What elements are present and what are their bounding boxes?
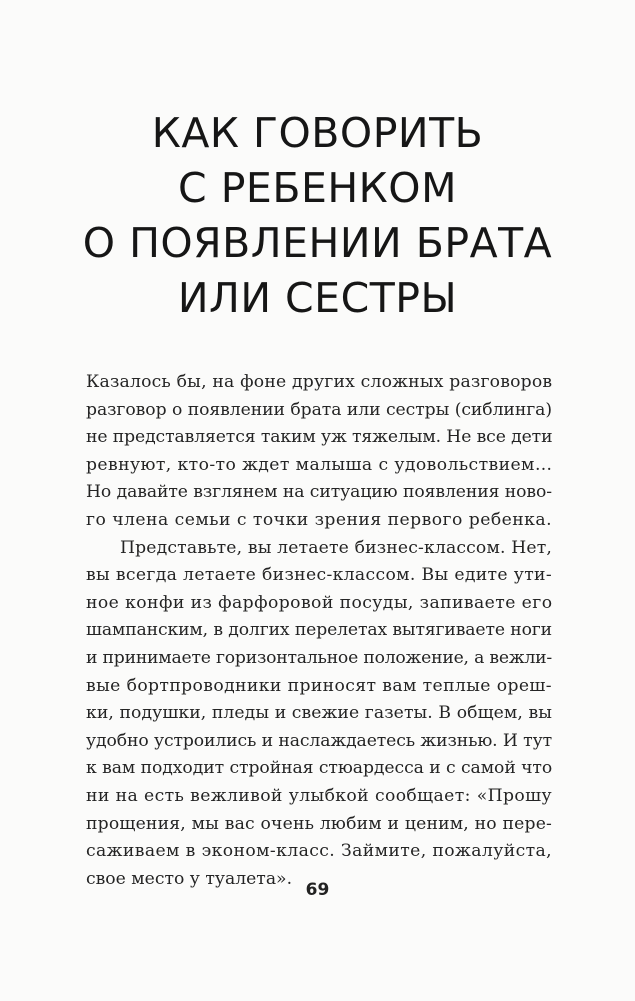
- text-line: шампанским, в долгих перелетах вытягиваете ноги: [86, 620, 552, 641]
- chapter-title-line: КАК ГОВОРИТЬ: [151, 109, 484, 157]
- text-line: Но давайте взглянем на ситуацию появления ново-: [86, 482, 552, 503]
- text-line: саживаем в эконом-класс. Займите, пожалуйста,: [86, 841, 553, 862]
- text-line: вы всегда летаете бизнес-классом. Вы едите ути-: [86, 565, 552, 586]
- paragraph-1: [86, 369, 552, 535]
- text-line: ревнуют, кто-то ждет малыша с удовольствием…: [86, 454, 553, 475]
- body-text: [86, 369, 552, 893]
- text-line: не представляется таким уж тяжелым. Не все дети: [86, 427, 553, 448]
- text-line: прощения, мы вас очень любим и ценим, но пере-: [86, 813, 553, 834]
- text-line: разговор о появлении брата или сестры (сиблинга): [86, 399, 552, 420]
- text-line: удобно устроились и наслаждаетесь жизнью. И тут: [86, 730, 552, 751]
- text-line: и принимаете горизонтальное положение, а вежли-: [86, 647, 552, 668]
- chapter-title-line: О ПОЯВЛЕНИИ БРАТА: [82, 219, 553, 267]
- chapter-title-line: С РЕБЕНКОМ: [178, 164, 457, 212]
- page-number: 69: [305, 880, 330, 900]
- text-line: го члена семьи с точки зрения первого ребенка.: [86, 509, 552, 530]
- text-line: Представьте, вы летаете бизнес-классом. Нет,: [120, 537, 552, 558]
- chapter-title-line: ИЛИ СЕСТРЫ: [177, 274, 458, 322]
- text-line: ки, подушки, пледы и свежие газеты. В общем, вы: [86, 703, 552, 724]
- text-line: вые бортпроводники приносят вам теплые ореш-: [86, 675, 552, 696]
- paragraph-2: [86, 535, 552, 894]
- text-line: свое место у туалета».: [86, 868, 293, 889]
- text-line: ное конфи из фарфоровой посуды, запиваете его: [86, 592, 553, 613]
- chapter-title: [0, 106, 635, 326]
- text-line: к вам подходит стройная стюардесса и с самой что: [86, 758, 553, 779]
- text-line: ни на есть вежливой улыбкой сообщает: «Прошу: [86, 785, 552, 806]
- text-line: Казалось бы, на фоне других сложных разговоров: [86, 372, 553, 392]
